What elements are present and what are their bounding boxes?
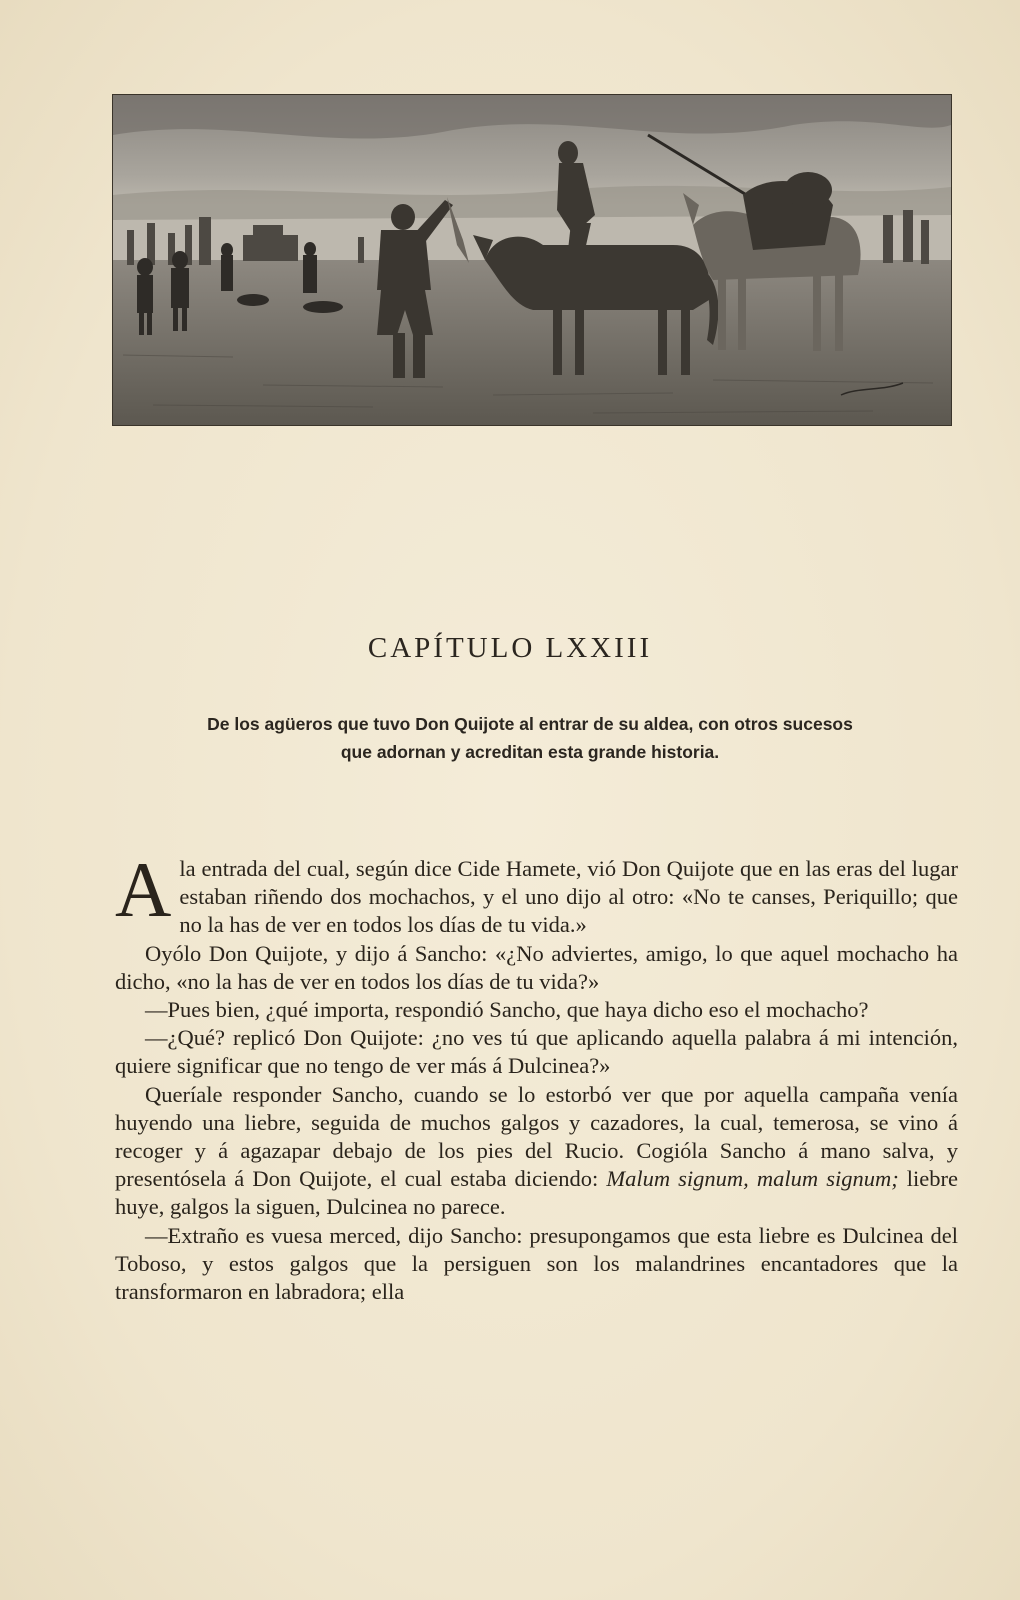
- paragraph-1-text: la entrada del cual, según dice Cide Hamete, vió Don Quijote que en las eras del lugar estaban riñendo dos mochachos, y el uno dijo al otro: «No te canses, Periquillo; que no la has de ver en todos los días de tu vida.»: [179, 856, 958, 938]
- chapter-subtitle-line-1: De los agüeros que tuvo Don Quijote al entrar de su aldea, con otros sucesos: [207, 714, 853, 734]
- chapter-subtitle-line-2: que adornan y acreditan esta grande historia.: [340, 742, 720, 762]
- paragraph-5-text-a: Queríale responder Sancho, cuando se lo estorbó ver que por aquella campaña venía huyendo una liebre, seguida de muchos galgos y cazadores, la cual, temerosa, se vino á recoger y á agazapar debajo de los pies del Rucio. Cogióla Sancho á mano salva, y presentósela á Don Quijote, el cual estaba diciendo:: [115, 1081, 958, 1192]
- paragraph-5: [115, 1081, 958, 1222]
- paragraph-1: [115, 846, 958, 940]
- engraving-illustration: [112, 94, 952, 426]
- paragraph-3: —Pues bien, ¿qué importa, respondió Sancho, que haya dicho eso el mochacho?: [145, 997, 869, 1023]
- drop-cap: A: [115, 846, 172, 933]
- paragraph-5-text-b: liebre huye, galgos la siguen, Dulcinea no parece.: [115, 1166, 958, 1220]
- paragraph-4: —¿Qué? replicó Don Quijote: ¿no ves tú que aplicando aquella palabra á mi intención, quiere significar que no tengo de ver más á Dulcinea?»: [115, 1025, 958, 1079]
- latin-phrase: Malum signum, malum signum;: [606, 1166, 899, 1192]
- engraving-scene: [113, 95, 951, 425]
- chapter-subtitle: [150, 710, 910, 766]
- paragraph-2: Oyólo Don Quijote, y dijo á Sancho: «¿No adviertes, amigo, lo que aquel mochacho ha dicho, «no la has de ver en todos los días de tu vida?»: [115, 940, 958, 994]
- paragraph-6: —Extraño es vuesa merced, dijo Sancho: presupongamos que esta liebre es Dulcinea del Toboso, y estos galgos que la persiguen son los malandrines encantadores que la transformaron en labradora; ella: [115, 1222, 958, 1305]
- chapter-body: [115, 846, 958, 1306]
- chapter-title: CAPÍTULO LXXIII: [367, 632, 653, 664]
